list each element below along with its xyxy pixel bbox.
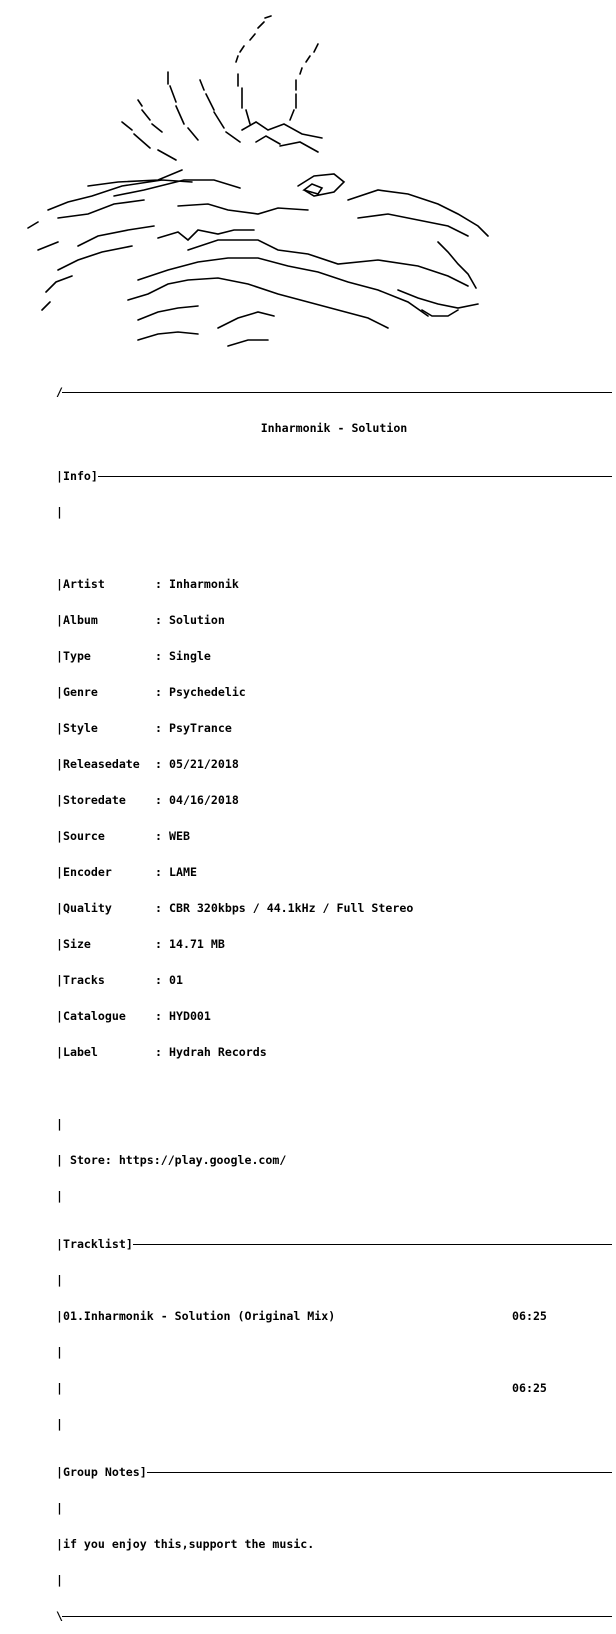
store-link[interactable]: | Store: https://play.google.com/ <box>56 1153 287 1167</box>
release-title: Inharmonik - Solution <box>260 421 408 435</box>
info-row: |Album : Solution <box>56 613 225 627</box>
info-row: |Label : Hydrah Records <box>56 1045 267 1059</box>
info-row: |Tracks : 01 <box>56 973 183 987</box>
nfo-panel: / Inharmonik - Solution |Info] | |Artist : Inharmonik |Album : Solution |Type : Single |Genre : Psychedelic |Style : PsyTrance |Releasedate : 05/21/2018 |Storedate : 04/16/2018 |Source : WEB |Encoder : LAME |Quality : CBR 320kbps / 44.1kHz / Full Stereo |Size : 14.71 MB |Tracks : 01 |Catalogue : HYD001 |Label : Hydrah Records | | Store: https://play.google.com/ | |Tracklist] | |01.Inharmonik - Solution (Original Mix) 06:25 | | 06:25 | |Group Notes] | | if you enjoy this,support the music. | \ <box>56 362 612 1634</box>
info-row: |Genre : Psychedelic <box>56 685 246 699</box>
info-row: |Quality : CBR 320kbps / 44.1kHz / Full Stereo <box>56 901 414 915</box>
ascii-art-banner <box>18 10 518 355</box>
info-row: |Artist : Inharmonik <box>56 577 239 591</box>
bottom-border: \ <box>56 1610 612 1622</box>
group-notes-text: | if you enjoy this,support the music. <box>56 1537 315 1551</box>
track-row: |01.Inharmonik - Solution (Original Mix) 06:25 <box>56 1309 547 1323</box>
info-row: |Encoder : LAME <box>56 865 197 879</box>
info-list <box>56 554 612 1082</box>
ascii-art-graphic <box>18 10 518 355</box>
info-row: |Source : WEB <box>56 829 190 843</box>
info-row: |Type : Single <box>56 649 211 663</box>
section-tracklist-header: |Tracklist] <box>56 1238 612 1250</box>
info-row: |Storedate : 04/16/2018 <box>56 793 239 807</box>
info-row: |Releasedate : 05/21/2018 <box>56 757 239 771</box>
section-info-header: |Info] <box>56 470 612 482</box>
info-row: |Catalogue : HYD001 <box>56 1009 211 1023</box>
total-time-row: | 06:25 <box>56 1381 547 1395</box>
section-notes-header: |Group Notes] <box>56 1466 612 1478</box>
top-border: / <box>56 386 612 398</box>
info-row: |Style : PsyTrance <box>56 721 232 735</box>
info-row: |Size : 14.71 MB <box>56 937 225 951</box>
